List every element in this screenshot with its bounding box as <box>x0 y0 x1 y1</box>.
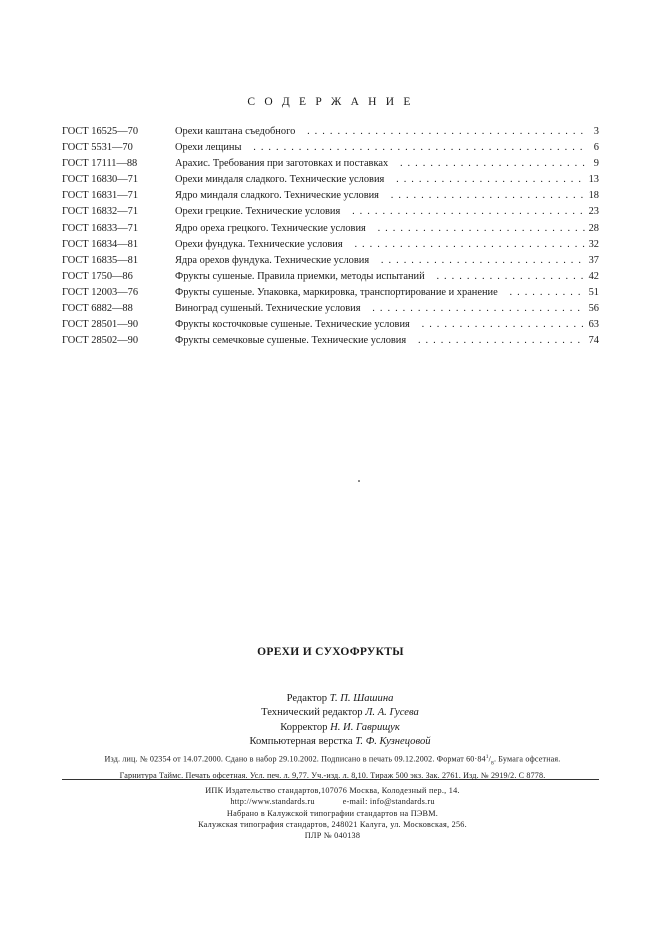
contents-heading: С О Д Е Р Ж А Н И Е <box>247 96 414 108</box>
standard-title: Ядра орехов фундука. Технические условия . . <box>175 253 585 269</box>
credit-name: Л. А. Гусева <box>365 707 419 719</box>
imprint-line: Гарнитура Таймс. Печать офсетная. Усл. печ. л. 9,77. Уч.-изд. л. 8,10. Тираж 500 экз. Зак. 2761. Изд. № 2919/2. С 8778. <box>119 770 546 780</box>
credit-role: Компьютерная верстка <box>249 735 353 747</box>
standard-title: Орехи лещины . . <box>175 140 585 156</box>
standard-title: Орехи каштана съедобного . . <box>175 124 585 140</box>
page-number: 3 <box>593 126 599 137</box>
standard-code: ГОСТ 16525—70 <box>62 126 139 137</box>
standard-code: ГОСТ 16833—71 <box>62 222 139 234</box>
credit-editor <box>230 692 450 706</box>
credit-proofreader <box>230 721 450 735</box>
contents-item <box>62 317 599 333</box>
page-number: 56 <box>588 303 599 315</box>
format-slash: / <box>488 754 492 764</box>
standard-title: Виноград сушеный. Технические условия . . <box>175 301 585 317</box>
credit-name: Т. П. Шашина <box>329 693 394 704</box>
format-superscript: 1 <box>485 754 489 760</box>
contents-item <box>62 333 599 349</box>
website-link[interactable]: http://www.standards.ru <box>230 797 315 807</box>
page-number: 9 <box>593 158 599 170</box>
standard-title: Ядро ореха грецкого. Технические условия . . <box>175 221 585 237</box>
standard-code: ГОСТ 16835—81 <box>62 254 139 266</box>
contents-item <box>62 172 599 188</box>
contents-item <box>62 301 599 317</box>
standard-code: ГОСТ 16832—71 <box>62 206 139 218</box>
publisher-block <box>60 785 605 841</box>
typesetting-note: Набрано в Калужской типографии стандартов на ПЭВМ. <box>226 808 439 818</box>
contents-item <box>62 188 599 204</box>
page-number: 13 <box>588 174 599 186</box>
imprint-text: Изд. лиц. № 02354 от 14.07.2000. Сдано в набор 29.10.2002. Подписано в печать 09.12.2002. Формат 60·84 <box>104 754 486 764</box>
standard-title: Ядро миндаля сладкого. Технические условия . . <box>175 188 585 204</box>
page-number: 63 <box>588 319 599 331</box>
contents-item <box>62 156 599 172</box>
page-number: 32 <box>588 238 599 250</box>
credit-name: Т. Ф. Кузнецовой <box>355 735 431 747</box>
standard-code: ГОСТ 17111—88 <box>62 158 138 170</box>
credit-role: Технический редактор <box>261 707 363 719</box>
contents-list <box>62 124 599 349</box>
standard-title: Орехи фундука. Технические условия . . <box>175 237 585 253</box>
horizontal-rule <box>62 779 599 780</box>
credit-role: Редактор <box>286 693 328 704</box>
page-number: 23 <box>588 206 599 218</box>
standard-code: ГОСТ 16834—81 <box>62 238 139 250</box>
credit-tech-editor <box>230 706 450 720</box>
contents-item <box>62 237 599 253</box>
imprint-line <box>60 752 605 770</box>
contents-item <box>62 221 599 237</box>
contents-item <box>62 124 599 140</box>
page-number: 37 <box>588 254 599 266</box>
contents-item <box>62 269 599 285</box>
standard-title: Орехи миндаля сладкого. Технические условия . . <box>175 172 585 188</box>
standard-title: Фрукты сушеные. Упаковка, маркировка, транспортирование и хранение . . <box>175 285 585 301</box>
contents-item <box>62 285 599 301</box>
printing-house: Калужская типография стандартов, 248021 Калуга, ул. Московская, 256. <box>198 819 467 829</box>
license-number: ПЛР № 040138 <box>304 831 361 841</box>
credit-role: Корректор <box>280 721 328 733</box>
credit-name: Н. И. Гаврищук <box>330 721 400 733</box>
print-speck <box>358 480 360 482</box>
standard-code: ГОСТ 5531—70 <box>62 142 133 154</box>
page-number: 28 <box>588 222 599 234</box>
standard-code: ГОСТ 12003—76 <box>62 286 139 298</box>
standard-title: Фрукты косточковые сушеные. Технические условия . . <box>175 317 585 333</box>
contents-item <box>62 204 599 220</box>
imprint-text: . Бумага офсетная. <box>493 754 561 764</box>
standard-title: Фрукты семечковые сушеные. Технические условия . . <box>175 333 585 349</box>
standard-code: ГОСТ 6882—88 <box>62 303 133 315</box>
credit-layout <box>230 735 450 749</box>
page-number: 18 <box>588 190 599 202</box>
page-number: 42 <box>588 270 599 282</box>
page-number: 51 <box>588 286 599 298</box>
imprint-block <box>60 752 605 781</box>
standard-title: Фрукты сушеные. Правила приемки, методы испытаний . . <box>175 269 585 285</box>
standard-code: ГОСТ 28501—90 <box>62 319 139 331</box>
standard-title: Орехи грецкие. Технические условия . . <box>175 204 585 220</box>
contents-item <box>62 140 599 156</box>
standard-code: ГОСТ 1750—86 <box>62 270 133 282</box>
collection-title: ОРЕХИ И СУХОФРУКТЫ <box>257 646 404 658</box>
contents-item <box>62 253 599 269</box>
page-number: 6 <box>593 142 599 154</box>
page-number: 74 <box>588 335 599 347</box>
standard-code: ГОСТ 16831—71 <box>62 190 139 202</box>
standard-code: ГОСТ 28502—90 <box>62 335 139 347</box>
standard-code: ГОСТ 16830—71 <box>62 174 139 186</box>
credits-block <box>230 692 450 749</box>
email-link[interactable]: e-mail: info@standards.ru <box>342 797 435 807</box>
publisher-contacts <box>60 796 605 807</box>
format-subscript: 8 <box>491 760 494 767</box>
publisher-address: ИПК Издательство стандартов,107076 Москва, Колодезный пер., 14. <box>205 786 460 795</box>
standard-title: Арахис. Требования при заготовках и поставках . . <box>175 156 585 172</box>
